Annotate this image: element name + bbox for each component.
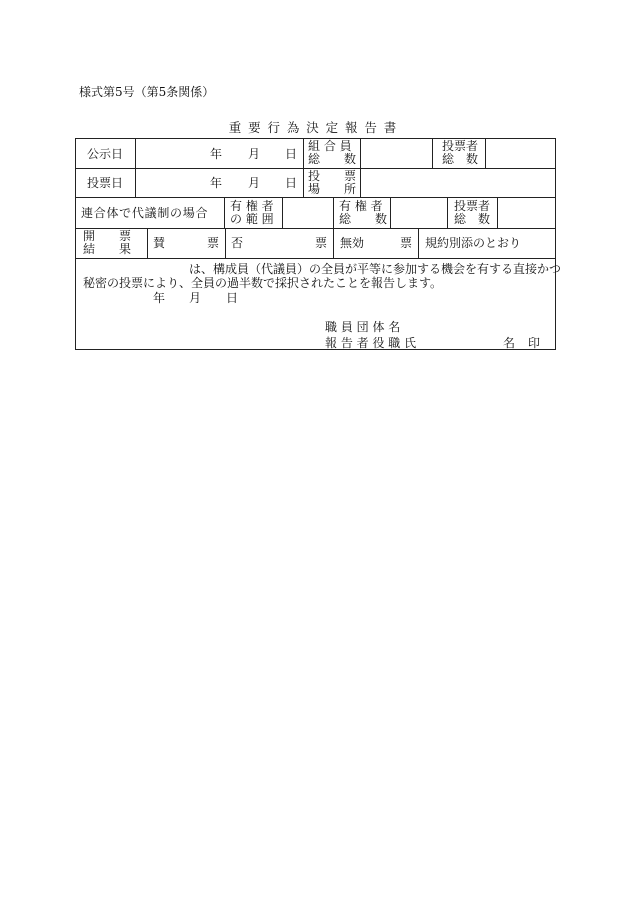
- row-divider-2: [76, 197, 556, 198]
- delegate-voters-total-label: 投票者 総 数: [454, 199, 491, 226]
- notice-month-label: 月: [248, 147, 261, 161]
- no-votes-cell: 否 票: [231, 236, 327, 250]
- union-members-total-label: 組 合 員 総 数: [308, 139, 357, 166]
- notice-year-label: 年: [210, 147, 223, 161]
- yes-votes-cell: 賛 票: [153, 236, 219, 250]
- col-divider: [447, 197, 448, 228]
- statement-line-2: 秘密の投票により、全員の過半数で採択されたことを報告します。: [83, 276, 443, 290]
- col-divider: [225, 228, 226, 258]
- eligible-scope-label: 有 権 者 の 範 囲: [230, 199, 274, 226]
- eligible-total-label: 有 権 者 総 数: [339, 199, 388, 226]
- vote-year-label: 年: [210, 176, 223, 190]
- col-divider: [432, 138, 433, 168]
- count-result-label: 開 票 結 果: [83, 229, 132, 256]
- col-divider: [147, 228, 148, 258]
- vote-month-label: 月: [248, 176, 261, 190]
- col-divider: [418, 228, 419, 258]
- vote-date-label: 投票日: [87, 176, 124, 190]
- vote-day-label: 日: [285, 176, 298, 190]
- employee-org-name-label: 職 員 団 体 名: [325, 320, 401, 334]
- invalid-votes-cell: 無効 票: [340, 236, 412, 250]
- report-year-label: 年: [153, 291, 166, 305]
- row-divider-3: [76, 228, 556, 229]
- report-month-label: 月: [189, 291, 202, 305]
- seal-label: 印: [528, 336, 541, 350]
- row-divider-4: [76, 258, 556, 259]
- federation-delegate-label: 連合体で代議制の場合: [81, 206, 209, 220]
- col-divider: [333, 197, 334, 228]
- col-divider: [224, 197, 225, 228]
- col-divider: [303, 138, 304, 197]
- voters-total-label: 投票者 総 数: [442, 139, 479, 166]
- col-divider: [135, 138, 136, 197]
- report-day-label: 日: [226, 291, 239, 305]
- per-bylaws-note: 規約別添のとおり: [425, 236, 522, 250]
- form-number: 様式第5号（第5条関係）: [79, 85, 215, 99]
- reporter-title-name-label: 報 告 者 役 職 氏: [325, 336, 417, 350]
- col-divider: [333, 228, 334, 258]
- voting-place-label: 投 票 場 所: [308, 169, 357, 196]
- col-divider: [485, 138, 486, 168]
- col-divider: [360, 138, 361, 197]
- col-divider: [390, 197, 391, 228]
- col-divider: [497, 197, 498, 228]
- statement-line-1: は、構成員（代議員）の全員が平等に参加する機会を有する直接かつ: [189, 262, 562, 276]
- notice-day-label: 日: [285, 147, 298, 161]
- notice-date-label: 公示日: [87, 147, 124, 161]
- document-title: 重要行為決定報告書: [228, 120, 404, 135]
- name-label: 名: [503, 336, 516, 350]
- col-divider: [282, 197, 283, 228]
